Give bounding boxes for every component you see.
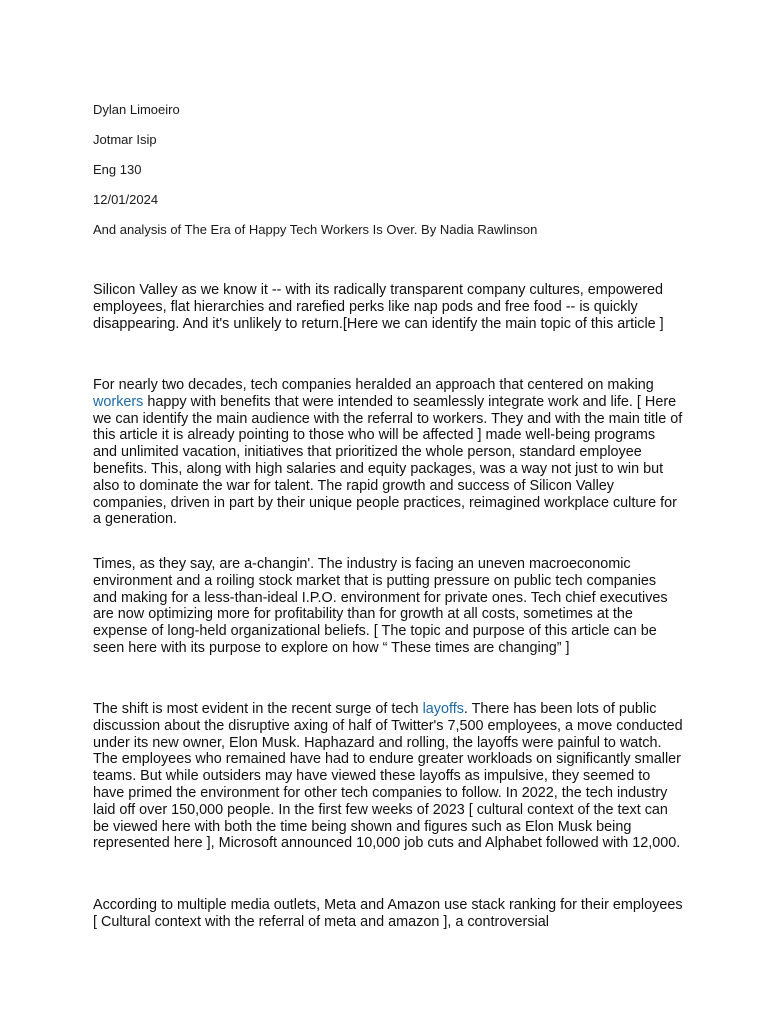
paragraph-5-text: According to multiple media outlets, Meta and Amazon use stack ranking for their employees [ Cultural context with the referral of meta and amazon ], a controversial bbox=[93, 897, 683, 930]
paragraph-3-text: Times, as they say, are a-changin'. The industry is facing an uneven macroeconomic environment and a roiling stock market that is putting pressure on public tech companies and making for a less-than-ideal I.P.O. environment for private ones. Tech chief executives are now optimizing more for profitability than for growth at all costs, sometimes at the expense of long-held organizational beliefs. [ The topic and purpose of this article can be seen here with its purpose to explore on how “ These times are changing” ] bbox=[93, 556, 668, 656]
paragraph-4 bbox=[93, 701, 683, 852]
paragraph-1-text: Silicon Valley as we know it -- with its radically transparent company cultures, empowered employees, flat hierarchies and rarefied perks like nap pods and free food -- is quickly disappearing. And it's unlikely to return.[Here we can identify the main topic of this article ] bbox=[93, 282, 664, 332]
instructor-name: Jotmar Isip bbox=[93, 132, 157, 147]
course-name: Eng 130 bbox=[93, 162, 142, 177]
paragraph-2-text-start: For nearly two decades, tech companies heralded an approach that centered on making bbox=[93, 377, 654, 393]
paragraph-1 bbox=[93, 282, 683, 332]
layoffs-link[interactable]: layoffs bbox=[422, 701, 464, 717]
date: 12/01/2024 bbox=[93, 192, 159, 207]
paragraph-5 bbox=[93, 897, 683, 931]
paragraph-4-text-end: . There has been lots of public discussion about the disruptive axing of half of Twitter's 7,500 employees, a move conducted under its new owner, Elon Musk. Haphazard and rolling, the layoffs were painful to watch. The employees who remained have had to endure greater workloads on significantly smaller teams. But while outsiders may have viewed these layoffs as impulsive, they seemed to have primed the environment for other tech companies to follow. In 2022, the tech industry laid off over 150,000 people. In the first few weeks of 2023 [ cultural context of the text can be viewed here with both the time being shown and figures such as Elon Musk being represented here ], Microsoft announced 10,000 job cuts and Alphabet followed with 12,000. bbox=[93, 701, 683, 852]
paragraph-2 bbox=[93, 377, 683, 528]
essay-title: And analysis of The Era of Happy Tech Workers Is Over. By Nadia Rawlinson bbox=[93, 222, 538, 237]
workers-link[interactable]: workers bbox=[93, 393, 144, 410]
paragraph-3 bbox=[93, 556, 683, 657]
student-name: Dylan Limoeiro bbox=[93, 102, 180, 117]
paragraph-4-text-start: The shift is most evident in the recent surge of tech bbox=[93, 701, 423, 717]
paragraph-2-text-end: happy with benefits that were intended to seamlessly integrate work and life. [ Here we can identify the main audience with the referral to workers. They and with the main title of this article it is already pointing to those who will be affected ] made well-being programs and unlimited vacation, initiatives that prioritized the whole person, standard employee benefits. This, along with high salaries and equity packages, was a way not just to win but also to dominate the war for talent. The rapid growth and success of Silicon Valley companies, driven in part by their unique people practices, reimagined workplace culture for a generation. bbox=[93, 393, 683, 528]
